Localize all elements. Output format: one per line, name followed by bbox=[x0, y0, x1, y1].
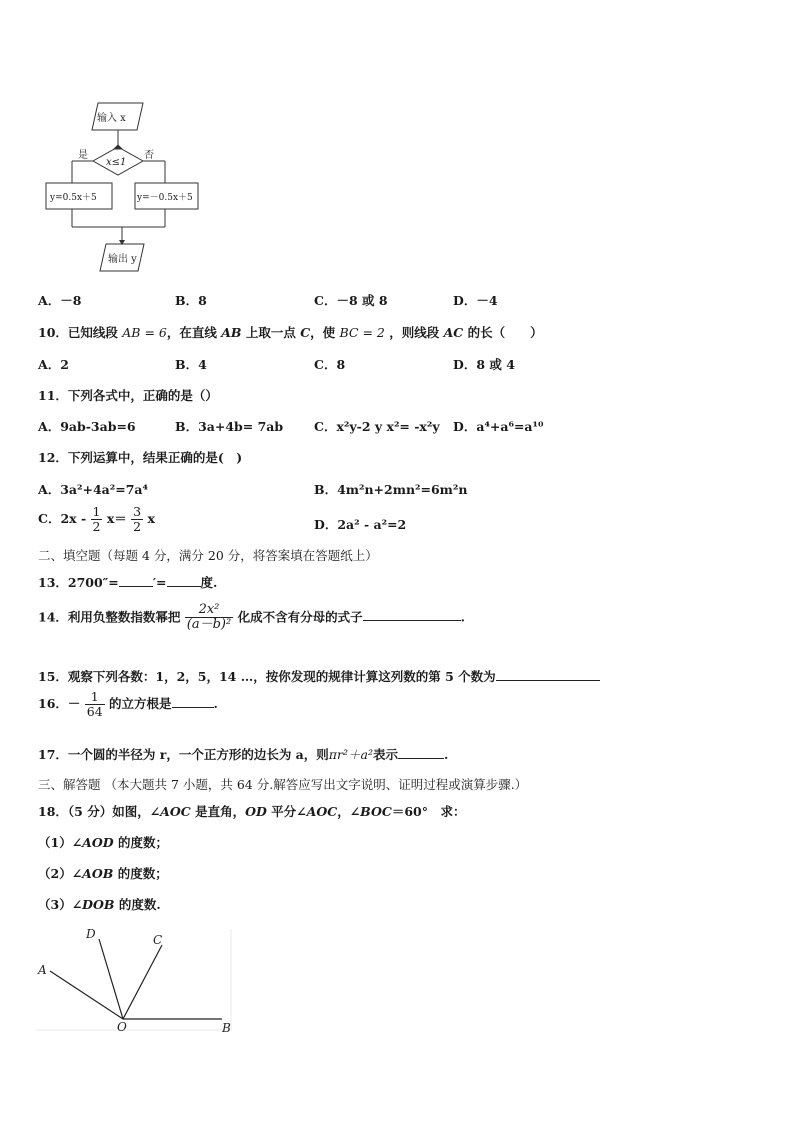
q10-option-d: D．8 或 4 bbox=[453, 357, 515, 372]
q16-stem: 16．－ $\frac{1}{64}$ 的立方根是 . bbox=[38, 689, 218, 719]
q10-option-c: C．8 bbox=[314, 357, 346, 372]
q11-option-a: A．9ab-3ab=6 bbox=[38, 419, 136, 434]
q15-stem: 15．观察下列各数：1，2，5，14 …，按你发现的规律计算这列数的第 5 个数为 bbox=[38, 667, 600, 685]
q11-option-d: D．a⁴+a⁶=a¹⁰ bbox=[453, 419, 544, 434]
q14-stem: 14．利用负整数指数幂把 $\frac{\text{2x²}}{\text{(a－b)²}}$ 化成不含有分母的式子 . bbox=[38, 602, 465, 633]
q12-option-a: A．3a²+4a²=7a⁴ bbox=[38, 482, 148, 497]
label-d: D bbox=[86, 927, 96, 941]
flowchart-output: 输出 y bbox=[108, 254, 137, 265]
q11-stem: 11．下列各式中，正确的是（） bbox=[38, 388, 218, 403]
q17-stem: 17．一个圆的半径为 r，一个正方形的边长为 a，则πr²＋a²表示 . bbox=[38, 747, 449, 762]
flowchart-left-formula: y=0.5x＋5 bbox=[50, 193, 97, 203]
q18-part-3: （3）∠DOB 的度数. bbox=[38, 897, 161, 912]
flowchart-yes: 是 bbox=[78, 150, 88, 161]
q9-option-d: D．－4 bbox=[453, 293, 498, 308]
label-b: B bbox=[222, 1021, 231, 1035]
flowchart-diagram bbox=[40, 95, 210, 275]
q9-option-a: A．－8 bbox=[38, 293, 82, 308]
flowchart-no: 否 bbox=[144, 150, 154, 161]
angle-figure bbox=[35, 925, 235, 1035]
q10-option-b: B．4 bbox=[175, 357, 207, 372]
q11-option-b: B．3a+4b= 7ab bbox=[175, 419, 284, 434]
q18-part-2: （2）∠AOB 的度数； bbox=[38, 866, 168, 881]
q13-stem: 13．2700″= ′= 度. bbox=[38, 575, 218, 590]
section3-heading: 三、解答题 （本大题共 7 小题，共 64 分.解答应写出文字说明、证明过程或演算步骤.） bbox=[38, 777, 528, 792]
label-c: C bbox=[153, 933, 163, 947]
label-o: O bbox=[117, 1020, 127, 1034]
q12-option-b: B．4m²n+2mn²=6m²n bbox=[314, 482, 468, 497]
q9-option-b: B．8 bbox=[175, 293, 207, 308]
section2-heading: 二、填空题（每题 4 分，满分 20 分，将答案填在答题纸上） bbox=[38, 548, 378, 563]
q12-stem: 12．下列运算中，结果正确的是( ) bbox=[38, 450, 243, 465]
q10-option-a: A．2 bbox=[38, 357, 69, 372]
q18-stem: 18．（5 分）如图，∠AOC 是直角，OD 平分∠AOC，∠BOC＝60° 求： bbox=[38, 804, 466, 819]
q18-part-1: （1）∠AOD 的度数； bbox=[38, 835, 168, 850]
flowchart-right-formula: y=－0.5x＋5 bbox=[137, 193, 193, 203]
label-a: A bbox=[38, 963, 47, 977]
q11-option-c: C．x²y-2 y x²= -x²y bbox=[314, 419, 440, 434]
q9-option-c: C．－8 或 8 bbox=[314, 293, 388, 308]
q12-option-c: C．2x - $\frac{1}{2}$ x＝ $\frac{3}{2}$ x bbox=[38, 504, 155, 534]
flowchart-condition: x≤1 bbox=[106, 157, 127, 168]
flowchart-input: 输入 x bbox=[97, 113, 126, 124]
q10-stem: 10．已知线段 AB = 6，在直线 AB 上取一点 C，使 BC = 2 ，则线段 AC 的长（ ） bbox=[38, 325, 543, 340]
q12-option-d: D．2a² - a²=2 bbox=[314, 517, 407, 532]
